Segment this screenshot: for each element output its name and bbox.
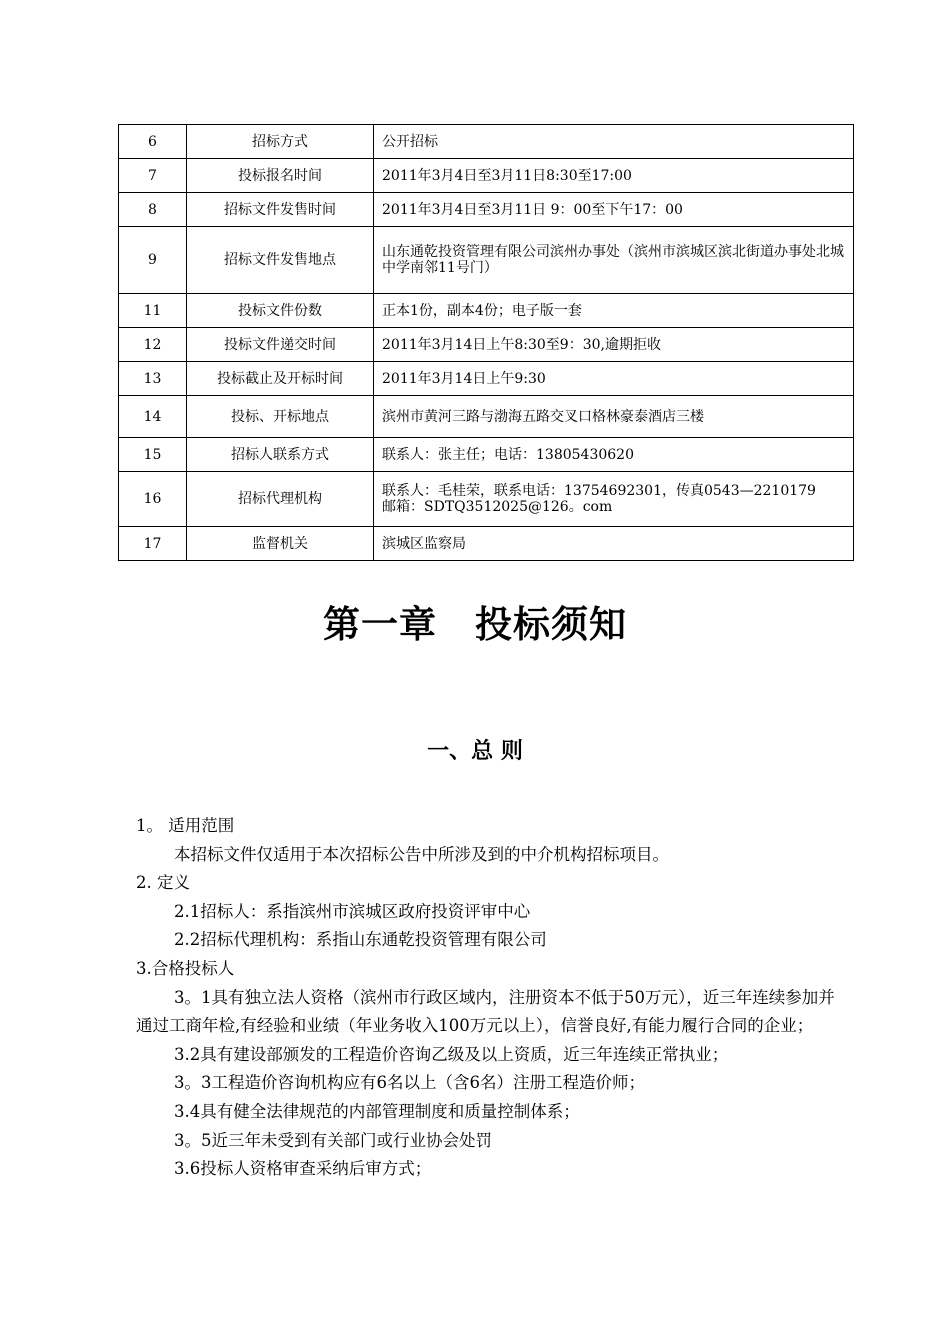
row-number-text: 14: [143, 408, 162, 425]
row-value-text: 山东通乾投资管理有限公司滨州办事处（滨州市滨城区滨北街道办事处北城中学南邻11号门）: [382, 244, 844, 276]
row-number-text: 9: [148, 252, 157, 268]
clause-3-4: 3.4具有健全法律规范的内部管理制度和质量控制体系；: [174, 1101, 580, 1121]
row-item-text: 招标文件发售时间: [224, 201, 336, 218]
row-value-text: 2011年3月4日至3月11日8:30至17:00: [382, 167, 632, 184]
row-number: [119, 396, 187, 438]
table-row: [119, 396, 854, 438]
row-value: [374, 125, 854, 159]
row-number-text: 12: [143, 336, 162, 353]
table-row: [119, 438, 854, 472]
row-item: [187, 193, 374, 227]
chapter-number: 第一章: [323, 602, 437, 646]
row-value-text: 滨城区监察局: [382, 535, 466, 552]
row-number: [119, 472, 187, 527]
row-value-text: 正本1份，副本4份；电子版一套: [382, 302, 582, 319]
table-row: [119, 294, 854, 328]
chapter-title: [0, 594, 950, 648]
table-row: [119, 527, 854, 561]
clause-1-body: 本招标文件仅适用于本次招标公告中所涉及到的中介机构招标项目。: [174, 844, 669, 864]
row-number: [119, 527, 187, 561]
row-item-text: 投标截止及开标时间: [217, 370, 343, 387]
row-number-text: 8: [148, 201, 157, 218]
row-number-text: 7: [148, 167, 157, 184]
clause-3-5: 3。5近三年未受到有关部门或行业协会处罚: [174, 1130, 492, 1150]
row-number-text: 13: [143, 370, 162, 387]
clause-3-6: 3.6投标人资格审查采纳后审方式；: [174, 1159, 432, 1179]
row-value: [374, 227, 854, 294]
row-value: [374, 328, 854, 362]
row-value-line2: 邮箱：SDTQ3512025@126。com: [382, 499, 613, 515]
table-row: [119, 362, 854, 396]
table-row: [119, 328, 854, 362]
clause-2-2: 2.2招标代理机构：系指山东通乾投资管理有限公司: [174, 930, 547, 950]
row-value-text: 联系人：张主任；电话：13805430620: [382, 446, 634, 463]
row-number: [119, 328, 187, 362]
row-value: [374, 159, 854, 193]
row-item: [187, 438, 374, 472]
row-value-text: 2011年3月14日上午9:30: [382, 370, 546, 387]
row-item-text: 招标文件发售地点: [224, 252, 336, 268]
chapter-name: 投标须知: [475, 602, 627, 646]
row-item: [187, 125, 374, 159]
row-value: [374, 362, 854, 396]
row-number: [119, 193, 187, 227]
bid-info-table-body: [119, 125, 854, 561]
row-value: [374, 472, 854, 527]
table-row: [119, 159, 854, 193]
row-value-text: 2011年3月4日至3月11日 9：00至下午17：00: [382, 201, 683, 218]
section-title: 一、总 则: [427, 738, 523, 764]
clause-3-3: 3。3工程造价咨询机构应有6名以上（含6名）注册工程造价师；: [174, 1073, 645, 1093]
row-number: [119, 159, 187, 193]
row-item: [187, 227, 374, 294]
table-row: [119, 227, 854, 294]
row-value: [374, 193, 854, 227]
clause-1-heading: 1。 适用范围: [136, 816, 235, 835]
row-number-text: 16: [143, 491, 162, 507]
row-number-text: 15: [143, 446, 162, 463]
row-number-text: 6: [148, 133, 157, 150]
row-value-text: 公开招标: [382, 133, 438, 150]
clause-3-1: 3。1具有独立法人资格（滨州市行政区域内，注册资本不低于50万元），近三年连续参加并通过工商年检,有经验和业绩（年业务收入100万元以上），信誉良好,有能力履行合同的企业；: [136, 987, 835, 1036]
row-item: [187, 294, 374, 328]
row-number: [119, 227, 187, 294]
row-item-text: 投标、开标地点: [231, 408, 329, 425]
row-item-text: 招标方式: [252, 133, 308, 150]
clause-3-heading: 3.合格投标人: [136, 958, 235, 978]
clause-2-1: 2.1招标人：系指滨州市滨城区政府投资评审中心: [174, 901, 531, 921]
row-number: [119, 125, 187, 159]
row-value-text: 滨州市黄河三路与渤海五路交叉口格林豪泰酒店三楼: [382, 408, 704, 425]
row-number-text: 11: [143, 302, 162, 319]
row-item: [187, 159, 374, 193]
row-value: [374, 438, 854, 472]
row-item: [187, 396, 374, 438]
row-number-text: 17: [143, 535, 162, 552]
clause-3-2: 3.2具有建设部颁发的工程造价咨询乙级及以上资质，近三年连续正常执业；: [174, 1044, 729, 1064]
row-value: [374, 294, 854, 328]
table-row: [119, 193, 854, 227]
clause-2-heading: 2. 定义: [136, 873, 190, 893]
row-item: [187, 362, 374, 396]
bid-info-table: [118, 124, 854, 561]
body-text: [136, 812, 836, 1184]
row-item-text: 招标人联系方式: [231, 446, 329, 463]
row-item-text: 投标文件递交时间: [224, 336, 336, 353]
row-number: [119, 362, 187, 396]
row-item-text: 招标代理机构: [238, 491, 322, 507]
row-number: [119, 438, 187, 472]
table-row: [119, 472, 854, 527]
row-value-text: 2011年3月14日上午8:30至9：30,逾期拒收: [382, 336, 661, 353]
row-item-text: 投标文件份数: [238, 302, 322, 319]
row-item: [187, 472, 374, 527]
row-value: [374, 396, 854, 438]
row-item: [187, 527, 374, 561]
row-number: [119, 294, 187, 328]
table-row: [119, 125, 854, 159]
row-item: [187, 328, 374, 362]
row-value-text: 联系人：毛桂荣，联系电话：13754692301，传真0543—2210179: [382, 483, 816, 499]
row-item-text: 监督机关: [252, 535, 308, 552]
row-item-text: 投标报名时间: [238, 167, 322, 184]
row-value: [374, 527, 854, 561]
